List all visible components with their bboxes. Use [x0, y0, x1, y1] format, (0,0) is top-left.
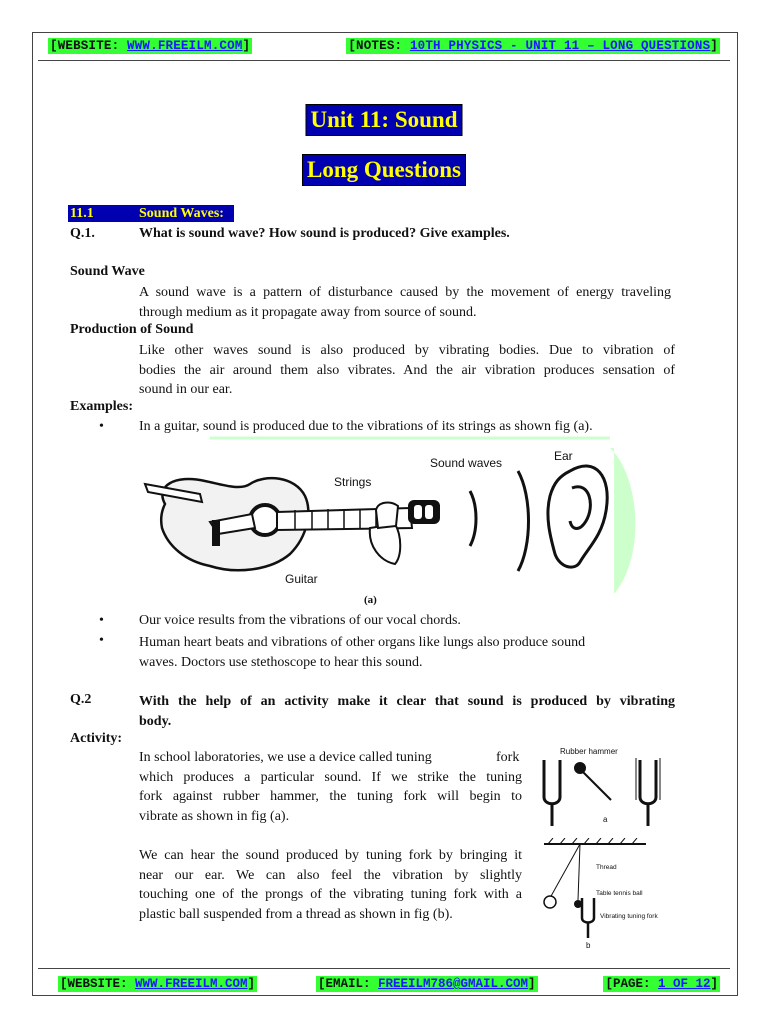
unit-title: Unit 11: Sound: [305, 104, 462, 136]
bullet-1: •: [99, 419, 104, 434]
green-highlight-shape: [610, 448, 635, 594]
ball-swing-icon: [544, 896, 556, 908]
footer-email-suffix: ]: [528, 977, 536, 991]
figure-label-guitar: Guitar: [285, 572, 318, 586]
section-number: 11.1: [70, 206, 94, 221]
pendulum-figure-b: [536, 838, 676, 950]
section-heading: [68, 205, 234, 222]
examples-heading: Examples:: [70, 399, 133, 414]
header-notes-prefix: [NOTES:: [348, 39, 410, 53]
bullet-3: •: [99, 633, 104, 648]
activity-p2-line-2: near our ear. We can also feel the vibration by slightly: [139, 867, 522, 883]
fig-b-ball-label: Table tennis ball: [596, 890, 643, 897]
footer-page-prefix: [PAGE:: [605, 977, 658, 991]
example-3-line-1: Human heart beats and vibrations of other organs like lungs also produce sound: [139, 635, 586, 650]
production-line-2: bodies the air around them also vibrates. And the air vibration produces sensation of: [139, 362, 675, 378]
q2-text-line-2: body.: [139, 713, 172, 729]
section-name: Sound Waves:: [139, 206, 224, 221]
q1-label: Q.1.: [70, 226, 95, 241]
tuning-fork-figure-a: [536, 742, 676, 834]
q2-text-line-1: With the help of an activity make it clear that sound is produced by vibrating: [139, 694, 675, 709]
tuning-fork-icon-left: [544, 760, 560, 826]
sound-wave-heading: Sound Wave: [70, 264, 145, 279]
fig-b-fork-label: Vibrating tuning fork: [600, 913, 658, 920]
footer-page-suffix: ]: [710, 977, 718, 991]
q2-text: [139, 692, 675, 731]
header-rule: [38, 60, 730, 61]
activity-p1-line-1-fork: fork: [496, 750, 520, 765]
activity-paragraph-2: [139, 846, 522, 924]
fig-a-label: a: [603, 815, 608, 824]
rubber-hammer-icon: [574, 762, 611, 800]
footer-website: [58, 976, 257, 992]
ear-icon: [548, 466, 607, 567]
q1-text: What is sound wave? How sound is produced? Give examples.: [139, 226, 510, 241]
fig-b-label: b: [586, 941, 591, 950]
activity-p1-line-1-text: In school laboratories, we use a device called tuning: [139, 750, 432, 765]
activity-heading: Activity:: [70, 731, 123, 746]
activity-p2-line-3: touching one of the prongs of the vibrating tuning fork with a: [139, 887, 522, 902]
figure-caption-a: (a): [364, 594, 377, 606]
footer-rule: [38, 968, 730, 969]
footer-email-prefix: [EMAIL:: [318, 977, 379, 991]
activity-p1-line-3: fork against rubber hammer, the tuning fork will begin to: [139, 789, 522, 804]
production-line-1: Like other waves sound is also produced by vibrating bodies. Due to vibration of: [139, 343, 675, 358]
header-website-link[interactable]: WWW.FREEILM.COM: [127, 39, 243, 53]
figure-label-ear: Ear: [554, 449, 573, 463]
sound-wave-line-2: through medium as it propagate away from source of sound.: [139, 304, 477, 320]
footer-page: [603, 976, 720, 992]
thread-swing: [550, 844, 580, 898]
tuning-fork-icon-right: [636, 758, 660, 826]
thread: [578, 844, 580, 900]
guitar-ear-figure: [140, 436, 646, 611]
header-notes: [346, 38, 720, 54]
vibrating-fork-icon: [582, 898, 594, 938]
guitar-icon: [145, 478, 440, 570]
q2-label: Q.2: [70, 692, 92, 707]
long-questions-title: Long Questions: [302, 154, 466, 186]
example-1: In a guitar, sound is produced due to the vibrations of its strings as shown fig (a).: [139, 419, 593, 434]
footer-website-prefix: [WEBSITE:: [60, 977, 136, 991]
sound-wave-paragraph: [139, 283, 671, 322]
example-3-line-2: waves. Doctors use stethoscope to hear this sound.: [139, 654, 423, 670]
fig-a-hammer-label: Rubber hammer: [560, 747, 618, 756]
header-notes-suffix: ]: [710, 39, 718, 53]
activity-p2-line-1: We can hear the sound produced by tuning fork by bringing it: [139, 848, 522, 863]
header-notes-link[interactable]: 10TH PHYSICS - UNIT 11 – LONG QUESTIONS: [409, 39, 711, 53]
footer-page-link[interactable]: 1 OF 12: [657, 977, 711, 991]
header-website-suffix: ]: [242, 39, 251, 53]
bullet-2: •: [99, 613, 104, 628]
activity-p1-line-2: which produces a particular sound. If we strike the tuning: [139, 769, 522, 785]
footer-email: [316, 976, 538, 992]
activity-p2-line-4: plastic ball suspended from a thread as shown in fig (b).: [139, 906, 453, 922]
footer-website-suffix: ]: [247, 977, 256, 991]
example-3: [139, 633, 639, 672]
production-heading: Production of Sound: [70, 322, 194, 337]
production-paragraph: [139, 341, 675, 400]
activity-p1-line-1: [139, 748, 522, 768]
example-2: Our voice results from the vibrations of our vocal chords.: [139, 613, 461, 628]
activity-p1-line-4: vibrate as shown in fig (a).: [139, 808, 290, 824]
production-line-3: sound in our ear.: [139, 382, 233, 397]
sound-wave-line-1: A sound wave is a pattern of disturbance caused by the movement of energy traveling: [139, 285, 671, 300]
activity-paragraph-1: [139, 748, 522, 826]
header-website: [48, 38, 252, 54]
footer-website-link[interactable]: WWW.FREEILM.COM: [135, 977, 248, 991]
figure-label-sound-waves: Sound waves: [430, 456, 503, 470]
header-website-prefix: [WEBSITE:: [50, 39, 128, 53]
sound-wave-lines: [470, 471, 529, 571]
fig-b-thread-label: Thread: [596, 864, 617, 871]
figure-label-strings: Strings: [334, 475, 372, 489]
footer-email-link[interactable]: FREEILM786@GMAIL.COM: [378, 977, 529, 991]
